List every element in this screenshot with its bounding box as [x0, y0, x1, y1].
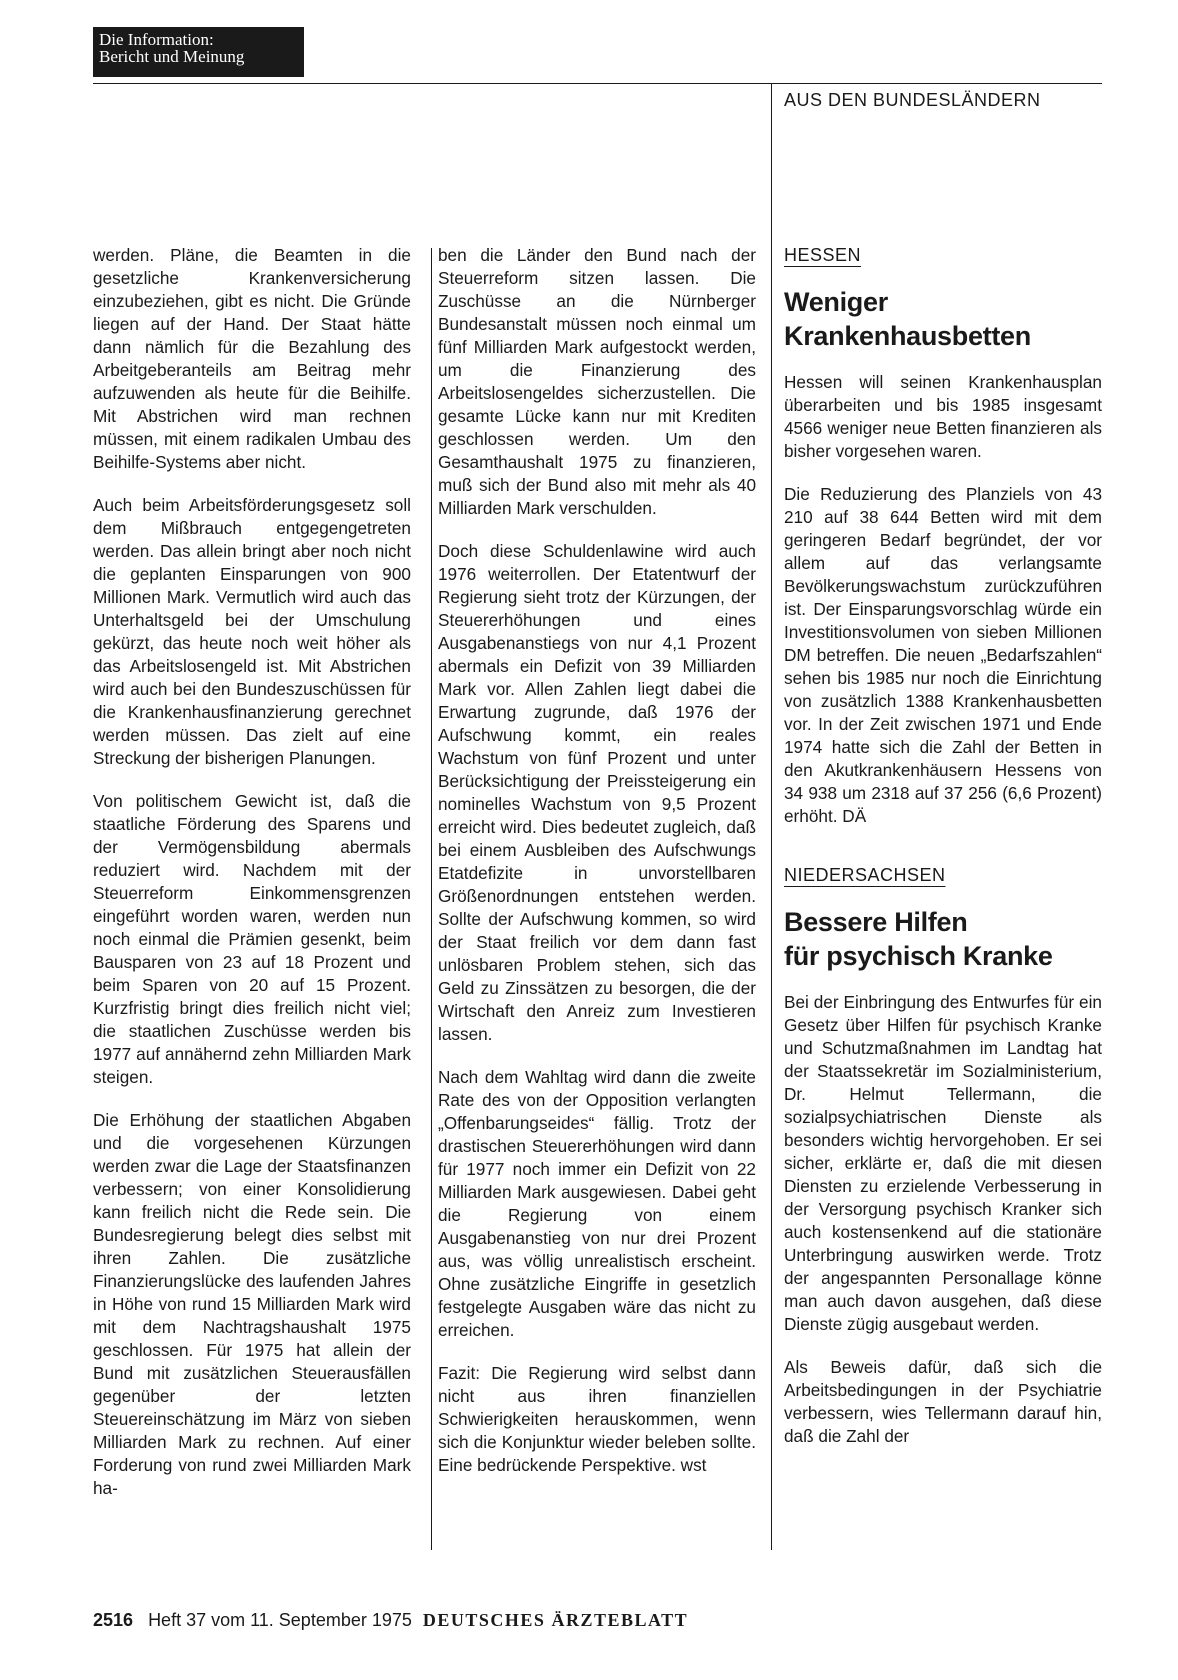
article-column-3	[784, 244, 1102, 1468]
column-divider-middle	[431, 248, 432, 1550]
headline-line: für psychisch Kranke	[784, 941, 1053, 971]
paragraph: Von politischem Gewicht ist, daß die staatliche Förderung des Sparens und der Vermögensbildung abermals reduziert wird. Nachdem mit der Steuerreform Einkommensgrenzen eingeführt worden waren, werden nun noch einmal die Prämien gesenkt, beim Bausparen von 23 auf 18 Prozent und beim Sparen von 20 auf 15 Prozent. Kurzfristig bringt dies freilich nicht viel; die staatlichen Zuschüsse werden bis 1977 auf annähernd zehn Milliarden Mark steigen.	[93, 791, 411, 1087]
paragraph: Bei der Einbringung des Entwurfes für ein Gesetz über Hilfen für psychisch Kranke und Schutzmaßnahmen im Landtag hat der Staatssekretär im Sozialministerium, Dr. Helmut Tellermann, die sozialpsychiatrischen Dienste als besonders wichtig hervorgehoben. Er sei sicher, erklärte er, daß die mit diesen Diensten zu erzielende Verbesserung in der Versorgung psychisch Kranker sich auch kostensenkend auf die stationäre Unterbringung auswirken werde. Trotz der angespannten Personallage könne man auch davon ausgehen, daß diese Dienste zügig ausgebaut werden.	[784, 992, 1102, 1334]
paragraph: werden. Pläne, die Beamten in die gesetzliche Krankenversicherung einzubeziehen, gibt es nicht. Die Gründe liegen auf der Hand. Der Staat hätte dann nämlich für die Bezahlung des Arbeitgeberanteils am Beitrag mehr aufzuwenden als heute für die Beihilfe. Mit Abstrichen wird man rechnen müssen, mit einem radikalen Umbau des Beihilfe-Systems aber nicht.	[93, 245, 411, 472]
page-footer	[93, 1610, 688, 1631]
headline-line: Krankenhausbetten	[784, 321, 1031, 351]
paragraph: Doch diese Schuldenlawine wird auch 1976 weiterrollen. Der Etatentwurf der Regierung sieht trotz der Kürzungen, der Steuererhöhungen und eines Ausgabenanstiegs von nur 4,1 Prozent abermals ein Defizit von 39 Milliarden Mark vor. Allen Zahlen liegt dabei die Erwartung zugrunde, daß 1976 der Aufschwung kommt, ein reales Wachstum von fünf Prozent und unter Berücksichtigung der Preissteigerung ein nominelles Wachstum von 9,5 Prozent erreicht wird. Dies bedeutet zugleich, daß bei einem Ausbleiben des Aufschwungs Etatdefizite in unvorstellbaren Größenordnungen entstehen werden. Sollte der Aufschwung kommen, so wird der Staat freilich vor dem dann fast unlösbaren Problem stehen, sich das Geld zu Zinssätzen zu besorgen, die der Wirtschaft den Anreiz zum Investieren lassen.	[438, 541, 756, 1044]
paragraph: ben die Länder den Bund nach der Steuerreform sitzen lassen. Die Zuschüsse an die Nürnberger Bundesanstalt müssen noch einmal um fünf Milliarden Mark aufgestockt werden, um die Finanzierung des Arbeitslosengeldes sicherzustellen. Die gesamte Lücke kann nur mit Krediten geschlossen werden. Um den Gesamthaushalt 1975 zu finanzieren, muß sich der Bund also mit mehr als 40 Milliarden Mark verschulden.	[438, 245, 756, 518]
badge-line-2: Bericht und Meinung	[99, 47, 245, 66]
region-label-niedersachsen: NIEDERSACHSEN	[784, 865, 946, 885]
headline-niedersachsen	[784, 905, 1102, 973]
paragraph: Auch beim Arbeitsförderungsgesetz soll dem Mißbrauch entgegengetreten werden. Das allein bringt aber noch nicht die geplanten Einsparungen von 900 Millionen Mark. Vermutlich wird auch das Unterhaltsgeld bei der Umschulung gekürzt, das heute noch weit höher als das Arbeitslosengeld ist. Mit Abstrichen wird auch bei den Bundeszuschüssen für die Krankenhausfinanzierung gerechnet werden müssen. Das zielt auf eine Streckung der bisherigen Planungen.	[93, 495, 411, 768]
top-rule	[93, 83, 1102, 84]
paragraph: Die Erhöhung der staatlichen Abgaben und die vorgesehenen Kürzungen werden zwar die Lage der Staatsfinanzen verbessern; von einer Konsolidierung kann freilich nicht die Rede sein. Die Bundesregierung belegt dies selbst mit ihren Zahlen. Die zusätzliche Finanzierungslücke des laufenden Jahres in Höhe von rund 15 Milliarden Mark wird mit dem Nachtragshaushalt 1975 geschlossen. Für 1975 hat allein der Bund mit zusätzlichen Steuerausfällen gegenüber der letzten Steuereinschätzung im März von sieben Milliarden Mark zu rechnen. Auf einer Forderung von rund zwei Milliarden Mark ha-	[93, 1110, 411, 1498]
issue-info: Heft 37 vom 11. September 1975	[148, 1610, 412, 1630]
paragraph: Die Reduzierung des Planziels von 43 210 auf 38 644 Betten wird mit dem geringeren Bedarf begründet, der vor allem auf das verlangsamte Bevölkerungswachstum zurückzuführen ist. Der Einsparungsvorschlag würde ein Investitionsvolumen von sieben Millionen DM betreffen. Die neuen „Bedarfszahlen“ sehen bis 1985 nur noch die Einrichtung von zusätzlich 1388 Krankenhausbetten vor. In der Zeit zwischen 1971 und Ende 1974 hatte sich die Zahl der Betten in den Akutkrankenhäusern Hessens von 34 938 um 2318 auf 37 256 (6,6 Prozent) erhöht. DÄ	[784, 484, 1102, 826]
journal-name: DEUTSCHES ÄRZTEBLATT	[422, 1610, 689, 1630]
paragraph: Hessen will seinen Krankenhausplan überarbeiten und bis 1985 insgesamt 4566 weniger neue Betten finanzieren als bisher vorgesehen waren.	[784, 372, 1102, 461]
article-column-1	[93, 244, 411, 1520]
paragraph: Nach dem Wahltag wird dann die zweite Rate des von der Opposition verlangten „Offenbarungseides“ fällig. Trotz der drastischen Steuererhöhungen wird dann für 1977 noch immer ein Defizit von 22 Milliarden Mark ausgewiesen. Dabei geht die Regierung von einem Ausgabenanstieg von nur drei Prozent aus, was völlig unrealistisch erscheint. Ohne zusätzliche Eingriffe in gesetzlich festgelegte Ausgaben wäre das nicht zu erreichen.	[438, 1067, 756, 1340]
region-label-hessen: HESSEN	[784, 245, 862, 265]
badge-line-1: Die Information:	[99, 30, 214, 49]
article-column-2	[438, 244, 756, 1497]
headline-hessen	[784, 285, 1102, 353]
page-number: 2516	[93, 1610, 134, 1630]
headline-line: Bessere Hilfen	[784, 907, 968, 937]
paragraph: Fazit: Die Regierung wird selbst dann nicht aus ihren finanziellen Schwierigkeiten herauskommen, wenn sich die Konjunktur wieder beleben sollte. Eine bedrückende Perspektive. wst	[438, 1363, 756, 1475]
section-title: AUS DEN BUNDESLÄNDERN	[784, 90, 1041, 110]
column-divider-right	[771, 83, 772, 1550]
paragraph: Als Beweis dafür, daß sich die Arbeitsbedingungen in der Psychiatrie verbessern, wies Tellermann darauf hin, daß die Zahl der	[784, 1357, 1102, 1446]
headline-line: Weniger	[784, 287, 888, 317]
section-badge	[93, 27, 304, 77]
